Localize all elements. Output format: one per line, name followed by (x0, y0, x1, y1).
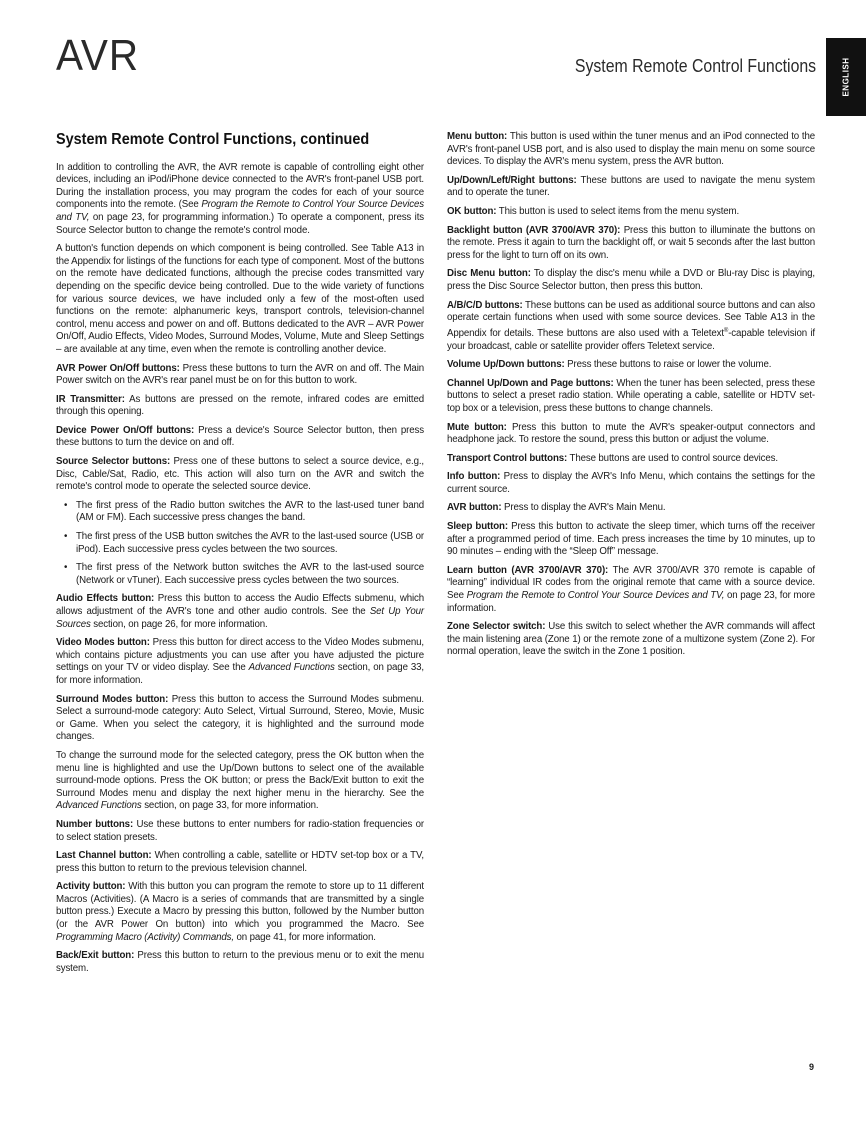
intro-paragraph-2: A button's function depends on which component is being controlled. See Table A13 in the Appendix for listings of the functions for each type of component. Most of the buttons on the remote have dedicated functions, although the precise codes transmitted vary depending on the specific device being controlled. Due to the wide variety of functions for various source devices, we have included only a few of the most-often used functions on the remote: alphanumeric keys, transport controls, television-channel control, menu access and power on and off. Buttons dedicated to the AVR – AVR Power On/Off, Audio Effects, Video Modes, Surround Modes, Volume, Mute and Sleep Settings – are available at any time, even when the remote is controlling another device. (56, 243, 424, 355)
surround-change-description: To change the surround mode for the selected category, press the OK button when the menu line is highlighted and use the Up/Down buttons to select one of the available surround-mode options. Press the OK button; or press the Back/Exit button to exit the Surround Modes menu and display the next higher menu in the hierarchy. See the Advanced Functions section, on page 33, for more information. (56, 749, 424, 812)
backlight-description: Backlight button (AVR 3700/AVR 370): Press this button to illuminate the buttons on the remote. Press it again to turn the backlight off, or wait 5 seconds after the last button press for the light to turn off on its own. (447, 224, 815, 261)
source-selector-description: Source Selector buttons: Press one of these buttons to select a source device, e.g., Disc, Cable/Sat, Radio, etc. This action will also turn on the AVR and switch the remote's control mode to operate the selected source device. (56, 456, 424, 493)
activity-description: Activity button: With this button you can program the remote to store up to 11 different Macros (Activities). (A Macro is a series of commands that are transmitted by a single button press.) Execute a Macro by pressing this button, followed by the Number button (or the AVR Power On button) into which you programmed the Macro. See Programming Macro (Activity) Commands, on page 41, for more information. (56, 881, 424, 943)
audio-effects-description: Audio Effects button: Press this button to access the Audio Effects submenu, which allows adjustment of the AVR's tone and other audio controls. See the Set Up Your Sources section, on page 26, for more information. (56, 593, 424, 630)
left-column (56, 131, 424, 981)
intro-paragraph-1: In addition to controlling the AVR, the AVR remote is capable of controlling eight other devices, including an iPod/iPhone device connected to the AVR's front-panel USB port. During the installation process, you may program the codes for each of your source components into the remote. (See Program the Remote to Control Your Source Devices and TV, on page 23, for programming information.) To operate a component, press its Source Selector button to change the remote's control mode. (56, 161, 424, 236)
last-channel-description: Last Channel button: When controlling a cable, satellite or HDTV set-top box or a TV, press this button to return to the previous television channel. (56, 850, 425, 874)
info-description: Info button: Press to display the AVR's Info Menu, which contains the settings for the current source. (447, 471, 815, 495)
ir-transmitter-description: IR Transmitter: As buttons are pressed on the remote, infrared codes are emitted through this opening. (56, 393, 424, 418)
right-column (447, 131, 815, 665)
device-power-description: Device Power On/Off buttons: Press a device's Source Selector button, then press these buttons to turn the device on and off. (56, 424, 424, 449)
list-item: • The first press of the USB button switches the AVR to the last-used source (USB or iPod). Each successive press cycles between the two sources. (56, 531, 424, 556)
back-exit-description: Back/Exit button: Press this button to return to the previous menu or to exit the menu system. (56, 950, 424, 974)
disc-menu-description: Disc Menu button: To display the disc's menu while a DVD or Blu-ray Disc is playing, press the Disc Source Selector button, then press this button. (447, 268, 815, 292)
source-selector-list (56, 500, 424, 588)
mute-description: Mute button: Press this button to mute the AVR's speaker-output connectors and headphone jack. To restore the sound, press this button or adjust the volume. (447, 421, 816, 446)
section-title: System Remote Control Functions, continued (56, 131, 370, 148)
language-tab (826, 38, 866, 116)
number-buttons-description: Number buttons: Use these buttons to enter numbers for radio-station frequencies or to select station presets. (56, 818, 424, 843)
list-item: • The first press of the Radio button switches the AVR to the last-used tuner band (AM or FM). Each successive press changes the band. (56, 500, 424, 525)
list-item: • The first press of the Network button switches the AVR to the last-used source (Network or vTuner). Each successive press cycles between the two sources. (56, 562, 424, 587)
zone-selector-description: Zone Selector switch: Use this switch to select whether the AVR commands will affect the main listening area (Zone 1) or the remote zone of a multizone system (Zone 2). For normal operation, leave the switch in the Zone 1 position. (447, 621, 815, 658)
video-modes-description: Video Modes button: Press this button for direct access to the Video Modes submenu, which contains picture adjustments you can use after you have adjusted the picture settings on your TV or video display. See the Advanced Functions section, on page 33, for more information. (56, 637, 424, 686)
avr-logo: AVR (56, 31, 140, 80)
channel-description: Channel Up/Down and Page buttons: When the tuner has been selected, press these buttons to select a preset radio station. While operating a cable, satellite or HDTV set-top box or a television, press these buttons to change channels. (447, 377, 815, 414)
avr-button-description: AVR button: Press to display the AVR's Main Menu. (447, 502, 666, 514)
arrow-buttons-description: Up/Down/Left/Right buttons: These buttons are used to navigate the menu system and to operate the tuner. (447, 174, 815, 199)
avr-power-description: AVR Power On/Off buttons: Press these buttons to turn the AVR on and off. The Main Power switch on the AVR's rear panel must be on for this button to work. (56, 362, 425, 387)
menu-button-description: Menu button: This button is used within the tuner menus and an iPod connected to the AVR's front-panel USB port, and is also used to display the main menu on some source devices. To display the AVR's menu system, press the AVR button. (447, 131, 815, 168)
surround-modes-description: Surround Modes button: Press this button to access the Surround Modes submenu. Select a surround-mode category: Auto Select, Virtual Surround, Stereo, Movie, Music or Game. When you select the category, it is highlighted and the surround mode changes. (56, 693, 424, 743)
page-number: 9 (808, 1062, 814, 1072)
sleep-description: Sleep button: Press this button to activate the sleep timer, which turns off the receiver after a programmed period of time. Each press increases the time by 10 minutes, up to 90 minutes – ending with the “Sleep Off” message. (447, 521, 815, 558)
header-title: System Remote Control Functions (574, 56, 816, 76)
volume-description: Volume Up/Down buttons: Press these buttons to raise or lower the volume. (447, 359, 772, 371)
ok-button-description: OK button: This button is used to select items from the menu system. (447, 205, 740, 217)
learn-description: Learn button (AVR 3700/AVR 370): The AVR 3700/AVR 370 remote is capable of “learning” individual IR codes from the original remote that came with a source device. See Program the Remote to Control Your Source Devices and TV, on page 23, for more information. (447, 564, 815, 614)
transport-description: Transport Control buttons: These buttons are used to control source devices. (447, 452, 778, 464)
language-tab-label: ENGLISH (841, 57, 851, 97)
abcd-buttons-description: A/B/C/D buttons: These buttons can be used as additional source buttons and can also operate certain functions when used with some source devices. See Table A13 in the Appendix for details. These buttons are also used with a Teletext®-capable television if your broadcast, cable or satellite provider offers Teletext service. (447, 299, 815, 352)
